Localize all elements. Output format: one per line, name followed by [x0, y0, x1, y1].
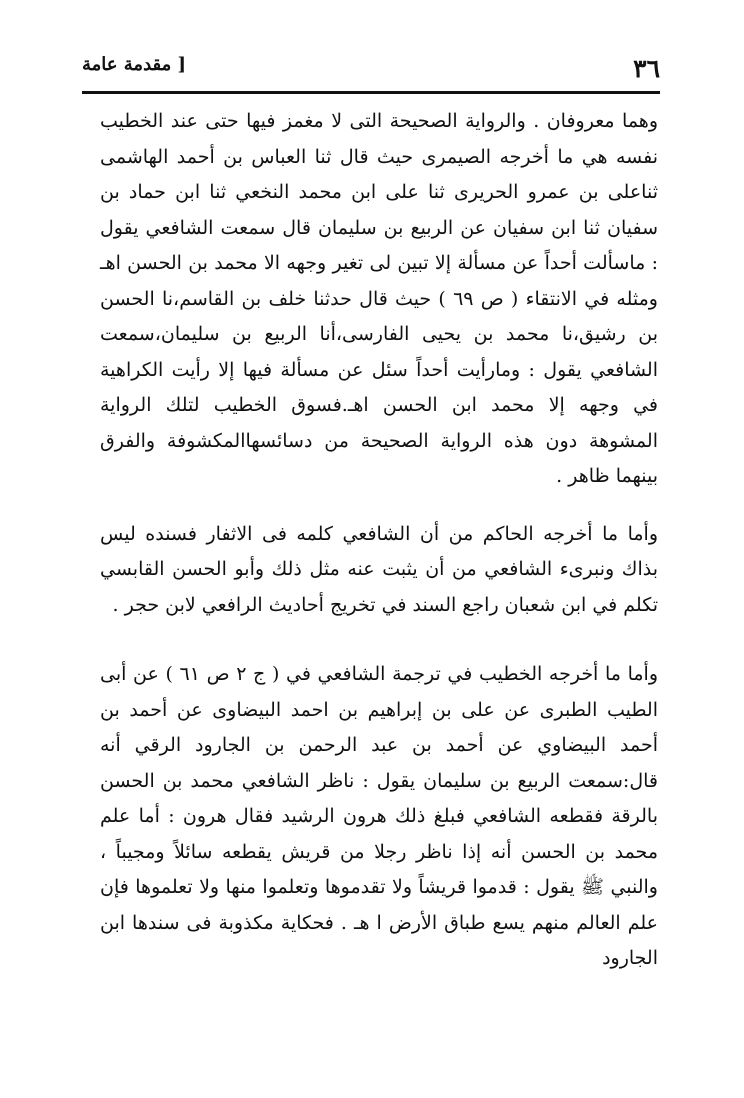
paragraph-3: وأما ما أخرجه الخطيب في ترجمة الشافعي في ( ج ٢ ص ٦١ ) عن أبى الطيب الطبرى عن على بن إبراهيم بن احمد البيضاوى عن أحمد بن أحمد البيضاوي عن أحمد بن عبد الرحمن بن الجارود الرقي أنه قال:سمعت الربيع بن سليمان يقول : ناظر الشافعي محمد بن الحسن بالرقة فقطعه الشافعي فبلغ ذلك هرون الرشيد فقال هرون : أما علم محمد بن الحسن أنه إذا ناظر رجلا من قريش يقطعه سائلاً ومجيباً ، والنبي ﷺ يقول : قدموا قريشاً ولا تقدموها وتعلموا منها ولا تعلموها فإن علم العالم منهم يسع طباق الأرض ا هـ . فحكاية مكذوبة فى سندها ابن الجارود — [100, 663, 658, 969]
header-rule — [82, 91, 660, 94]
body-text — [100, 104, 658, 977]
page-header — [82, 50, 660, 94]
paragraph-1: وهما معروفان . والرواية الصحيحة التى لا مغمز فيها حتى عند الخطيب نفسه هي ما أخرجه الصيمرى حيث قال ثنا العباس بن أحمد الهاشمى ثناعلى بن عمرو الحريرى ثنا على ابن محمد النخعي ثنا ابن حماد بن سفيان ثنا ابن سفيان عن الربيع بن سليمان قال سمعت الشافعي يقول : ماسألت أحداً عن مسألة إلا تبين لى تغير وجهه الا محمد بن الحسن اهـ ومثله في الانتقاء ( ص ٦٩ ) حيث قال حدثنا خلف بن القاسم،نا الحسن بن رشيق،نا محمد بن يحيى الفارسى،أنا الربيع بن سليمان،سمعت الشافعي يقول : ومارأيت أحداً سئل عن مسألة فيها إلا رأيت الكراهية في وجهه إلا محمد ابن الحسن اهـ.فسوق الخطيب لتلك الرواية المشوهة دون هذه الرواية الصحيحة من دسائسهاالمكشوفة والفرق بينهما ظاهر . — [100, 110, 658, 487]
running-title: [ مقدمة عامة — [82, 54, 187, 75]
page-number: ٣٦ — [633, 54, 660, 83]
paragraph-2: وأما ما أخرجه الحاكم من أن الشافعي كلمه فى الاثفار فسنده ليس بذاك ونبرىء الشافعي من أن يثبت عنه مثل ذلك وأبو الحسن القابسي تكلم في ابن شعبان راجع السند في تخريج أحاديث الرافعي لابن حجر . — [100, 522, 658, 616]
